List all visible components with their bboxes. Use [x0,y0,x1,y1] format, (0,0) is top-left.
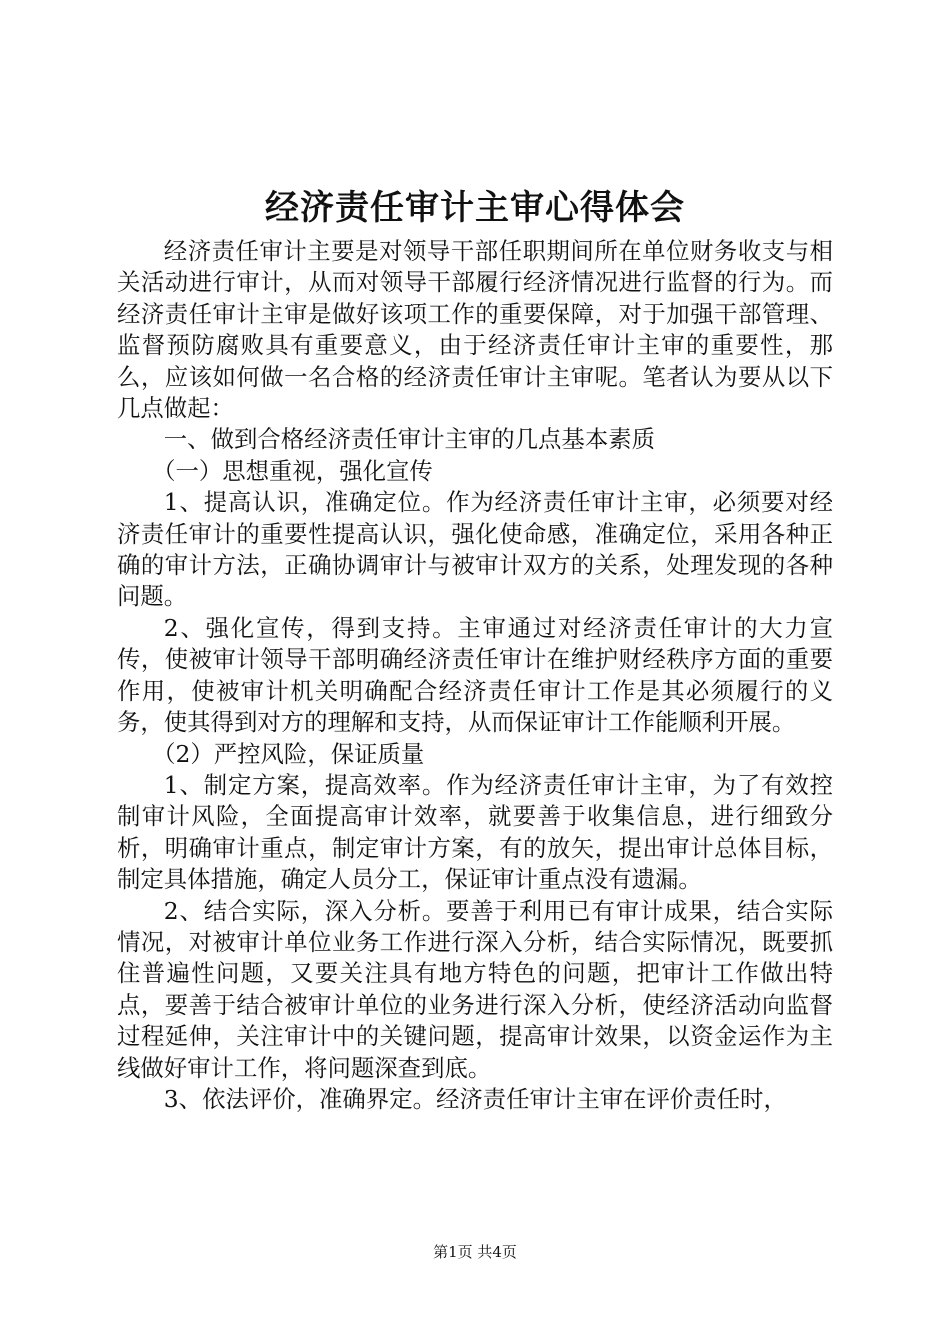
subsection-heading-1: （一）思想重视，强化宣传 [152,456,433,485]
document-body [117,236,833,1115]
paragraph-1-1: 1、提高认识，准确定位。作为经济责任审计主审，必须要对经济责任审计的重要性提高认识，强化使命感，准确定位，采用各种正确的审计方法，正确协调审计与被审计双方的关系，处理发现的各种问题。 [117,488,833,611]
paragraph-2-2: 2、结合实际，深入分析。要善于利用已有审计成果，结合实际情况，对被审计单位业务工作进行深入分析，结合实际情况，既要抓住普遍性问题，又要关注具有地方特色的问题，把审计工作做出特点，要善于结合被审计单位的业务进行深入分析，使经济活动向监督过程延伸，关注审计中的关键问题，提高审计效果，以资金运作为主线做好审计工作，将问题深查到底。 [117,896,833,1082]
paragraph-2-3: 3、依法评价，准确界定。经济责任审计主审在评价责任时， [163,1084,787,1113]
paragraph-2-1: 1、制定方案，提高效率。作为经济责任审计主审，为了有效控制审计风险，全面提高审计效率，就要善于收集信息，进行细致分析，明确审计重点，制定审计方案，有的放矢，提出审计总体目标，制定具体措施，确定人员分工，保证审计重点没有遗漏。 [117,770,833,894]
document-title: 经济责任审计主审心得体会 [265,188,685,228]
page-footer: 第1页 共4页 [433,1243,517,1261]
paragraph-intro: 经济责任审计主要是对领导干部任职期间所在单位财务收支与相关活动进行审计，从而对领导干部履行经济情况进行监督的行为。而经济责任审计主审是做好该项工作的重要保障，对于加强干部管理、监督预防腐败具有重要意义，由于经济责任审计主审的重要性，那么，应该如何做一名合格的经济责任审计主审呢。笔者认为要从以下几点做起： [117,237,833,423]
section-heading-1: 一、做到合格经济责任审计主审的几点基本素质 [163,425,655,454]
subsection-heading-2: （2）严控风险，保证质量 [152,739,425,768]
paragraph-1-2: 2、强化宣传，得到支持。主审通过对经济责任审计的大力宣传，使被审计领导干部明确经济责任审计在维护财经秩序方面的重要作用，使被审计机关明确配合经济责任审计工作是其必须履行的义务，使其得到对方的理解和支持，从而保证审计工作能顺利开展。 [117,613,833,737]
